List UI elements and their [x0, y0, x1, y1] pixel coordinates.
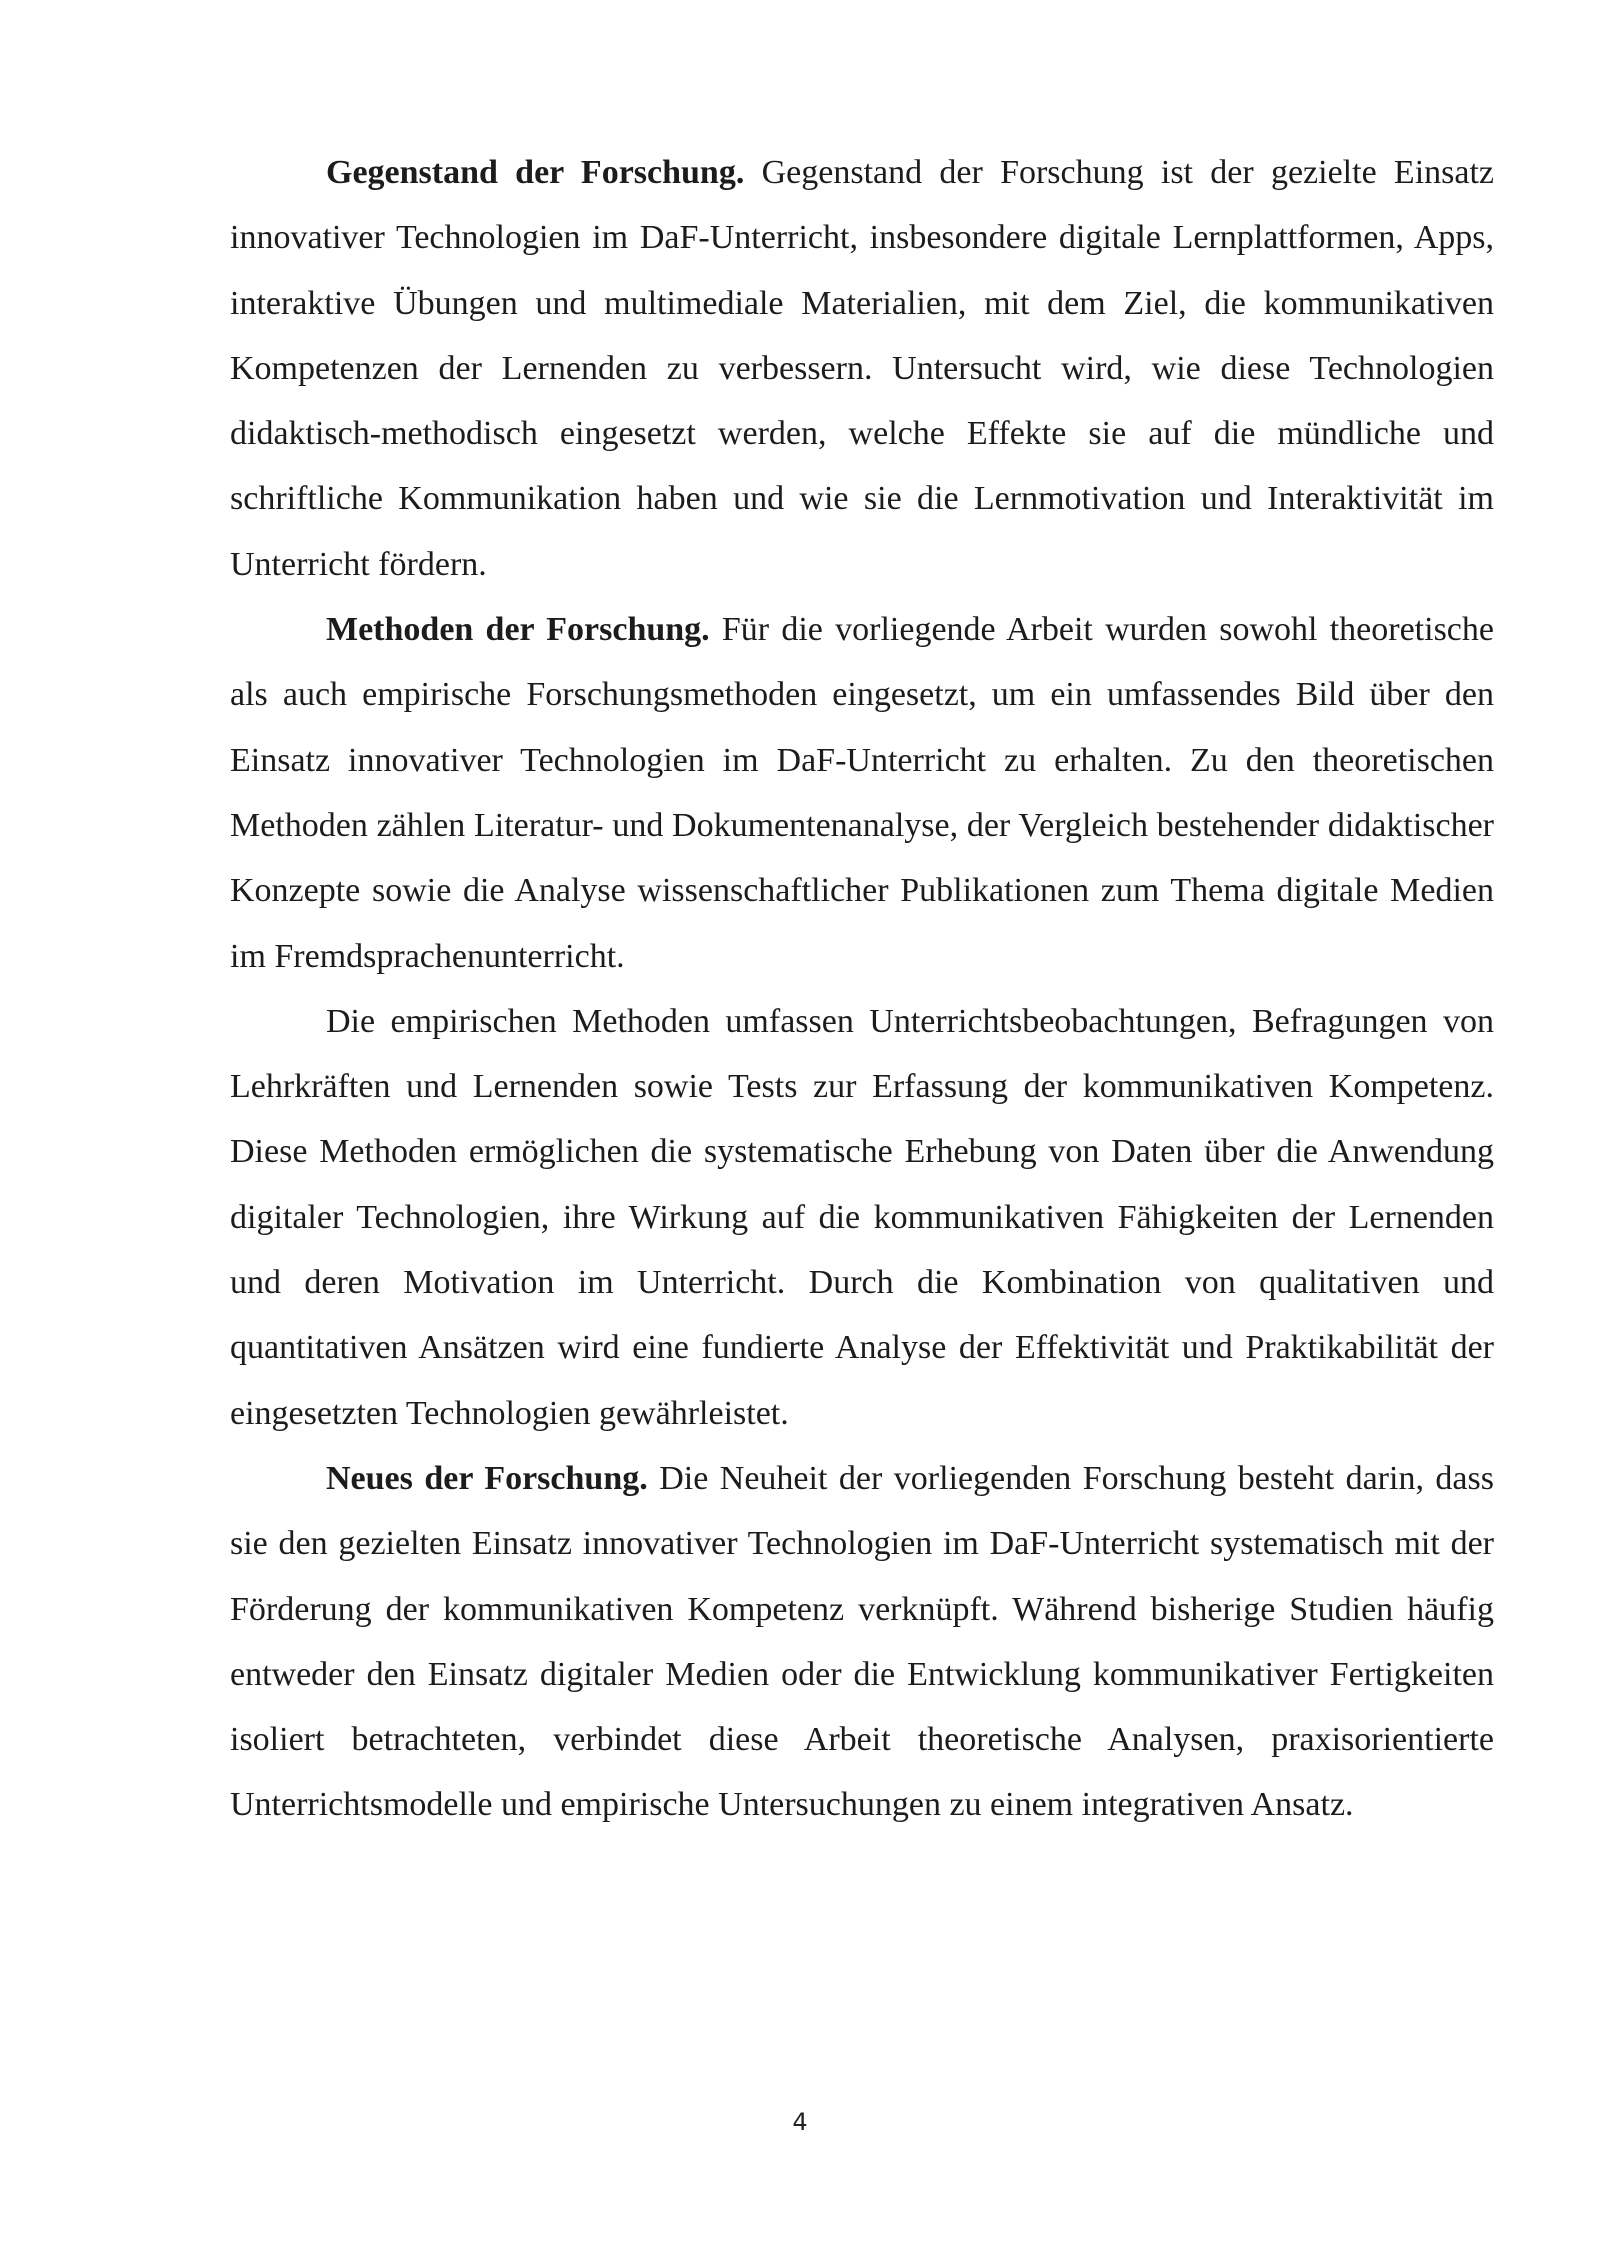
paragraph-body: Für die vorliegende Arbeit wurden sowohl theoretische als auch empirische Forschungsmethoden eingesetzt, um ein umfassendes Bild über den Einsatz innovativer Technologien im DaF-Unterricht zu erhalten. Zu den theoretischen Methoden zählen Literatur- und Dokumentenanalyse, der Vergleich bestehender didaktischer Konzepte sowie die Analyse wissenschaftlicher Publikationen zum Thema digitale Medien im Fremdsprachenunterricht. [230, 611, 1494, 975]
paragraph-methoden [230, 597, 1494, 989]
paragraph-neues [230, 1446, 1494, 1838]
page-number: 4 [792, 2108, 808, 2136]
paragraph-heading: Neues der Forschung. [326, 1459, 648, 1497]
body-text [230, 140, 1494, 1838]
paragraph-body: Die Neuheit der vorliegenden Forschung besteht darin, dass sie den gezielten Einsatz innovativer Technologien im DaF-Unterricht systematisch mit der Förderung der kommunikativen Kompetenz verknüpft. Während bisherige Studien häufig entweder den Einsatz digitaler Medien oder die Entwicklung kommunikativer Fertigkeiten isoliert betrachteten, verbindet diese Arbeit theoretische Analysen, praxisorientierte Unterrichtsmodelle und empirische Untersuchungen zu einem integrativen Ansatz. [230, 1459, 1494, 1824]
paragraph-body: Gegenstand der Forschung ist der gezielte Einsatz innovativer Technologien im DaF-Unterricht, insbesondere digitale Lernplattformen, Apps, interaktive Übungen und multimediale Materialien, mit dem Ziel, die kommunikativen Kompetenzen der Lernenden zu verbessern. Untersucht wird, wie diese Technologien didaktisch-methodisch eingesetzt werden, welche Effekte sie auf die mündliche und schriftliche Kommunikation haben und wie sie die Lernmotivation und Interaktivität im Unterricht fördern. [230, 154, 1494, 583]
paragraph-empirische-methoden [230, 989, 1494, 1446]
paragraph-heading: Methoden der Forschung. [326, 611, 710, 649]
paragraph-body: Die empirischen Methoden umfassen Unterrichtsbeobachtungen, Befragungen von Lehrkräften und Lernenden sowie Tests zur Erfassung der kommunikativen Kompetenz. Diese Methoden ermöglichen die systematische Erhebung von Daten über die Anwendung digitaler Technologien, ihre Wirkung auf die kommunikativen Fähigkeiten der Lernenden und deren Motivation im Unterricht. Durch die Kombination von qualitativen und quantitativen Ansätzen wird eine fundierte Analyse der Effektivität und Praktikabilität der eingesetzten Technologien gewährleistet. [230, 1002, 1494, 1432]
paragraph-gegenstand [230, 140, 1494, 597]
paragraph-heading: Gegenstand der Forschung. [326, 154, 745, 191]
